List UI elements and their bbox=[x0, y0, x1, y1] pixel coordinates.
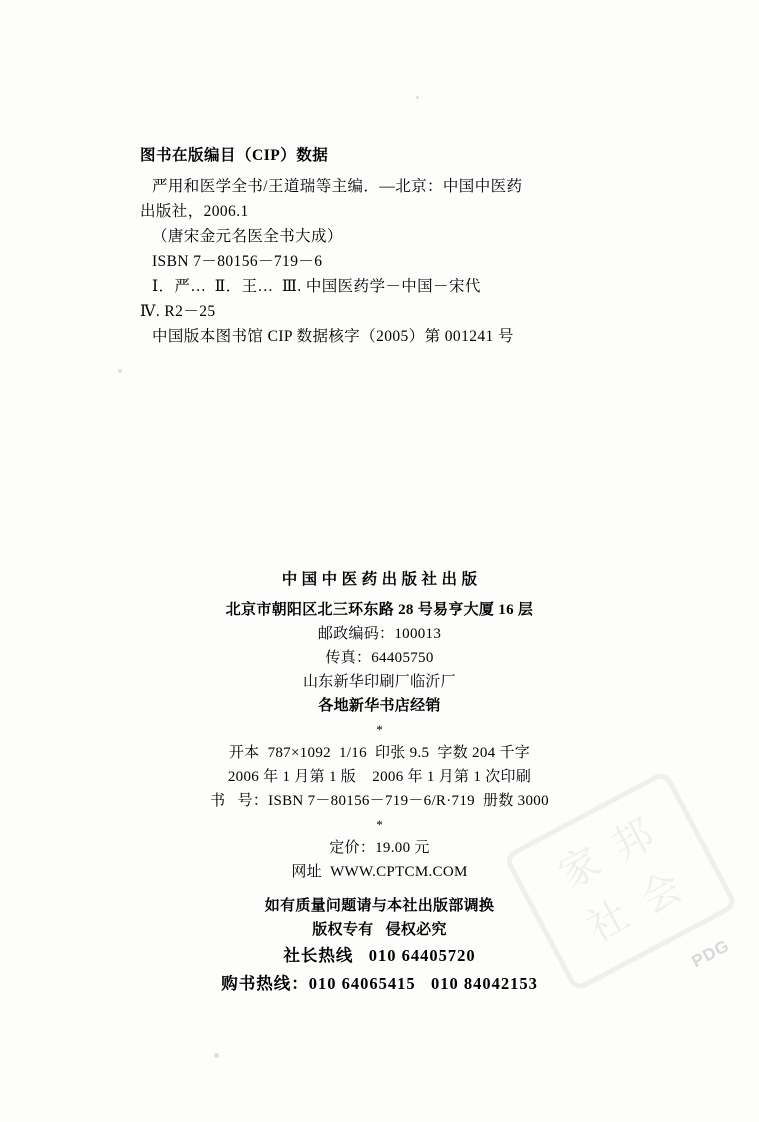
cip-line-1: 严用和医学全书/王道瑞等主编．—北京：中国中医药 bbox=[152, 178, 523, 195]
address-line: 北京市朝阳区北三环东路 28 号易亨大厦 16 层 bbox=[225, 602, 534, 618]
cip-line-3: （唐宋金元名医全书大成） bbox=[152, 228, 343, 245]
publisher-line: 中 国 中 医 药 出 版 社 出 版 bbox=[281, 571, 478, 588]
cip-line-5: Ⅰ．严… Ⅱ．王… Ⅲ. 中国医药学－中国－宋代 bbox=[152, 278, 481, 295]
cip-line-4: ISBN 7－80156－719－6 bbox=[152, 253, 323, 270]
scan-speck bbox=[214, 1053, 219, 1058]
isbn-line: 书 号：ISBN 7－80156－719－6/R·719 册数 3000 bbox=[210, 793, 549, 809]
hotline-purchase-line: 购书热线：010 64065415 010 84042153 bbox=[221, 974, 538, 993]
quality-note-line: 如有质量问题请与本社出版部调换 bbox=[264, 898, 495, 914]
format-line: 开本 787×1092 1/16 印张 9.5 字数 204 千字 bbox=[228, 745, 531, 761]
copyright-note-line: 版权专有 侵权必究 bbox=[312, 922, 447, 938]
colophon-block bbox=[0, 568, 759, 998]
scan-speck bbox=[118, 369, 122, 373]
cip-line-6: Ⅳ. R2－25 bbox=[140, 303, 216, 320]
postcode-line: 邮政编码：100013 bbox=[317, 626, 442, 642]
separator-asterisk-2: * bbox=[376, 817, 383, 832]
scan-speck bbox=[416, 96, 419, 99]
watermark-pdg-label: PDG bbox=[688, 935, 733, 972]
separator-asterisk-1: * bbox=[376, 722, 383, 737]
cip-line-7: 中国版本图书馆 CIP 数据核字（2005）第 001241 号 bbox=[152, 328, 514, 345]
printer-line: 山东新华印刷厂临沂厂 bbox=[302, 674, 456, 690]
fax-line: 传真：64405750 bbox=[325, 650, 434, 666]
cip-heading: 图书在版编目（CIP）数据 bbox=[140, 147, 329, 164]
svg-text:邦: 邦 bbox=[604, 810, 661, 870]
cip-line-2: 出版社，2006.1 bbox=[140, 203, 249, 220]
cip-block bbox=[140, 143, 620, 349]
hotline-director-line: 社长热线 010 64405720 bbox=[283, 946, 476, 965]
distributor-line: 各地新华书店经销 bbox=[318, 698, 441, 714]
edition-line: 2006 年 1 月第 1 版 2006 年 1 月第 1 次印刷 bbox=[227, 769, 532, 785]
svg-text:会: 会 bbox=[632, 863, 690, 923]
price-line: 定价：19.00 元 bbox=[329, 840, 430, 856]
svg-text:社: 社 bbox=[579, 891, 637, 951]
website-line: 网址 WWW.CPTCM.COM bbox=[291, 864, 468, 880]
svg-text:家: 家 bbox=[551, 839, 608, 898]
